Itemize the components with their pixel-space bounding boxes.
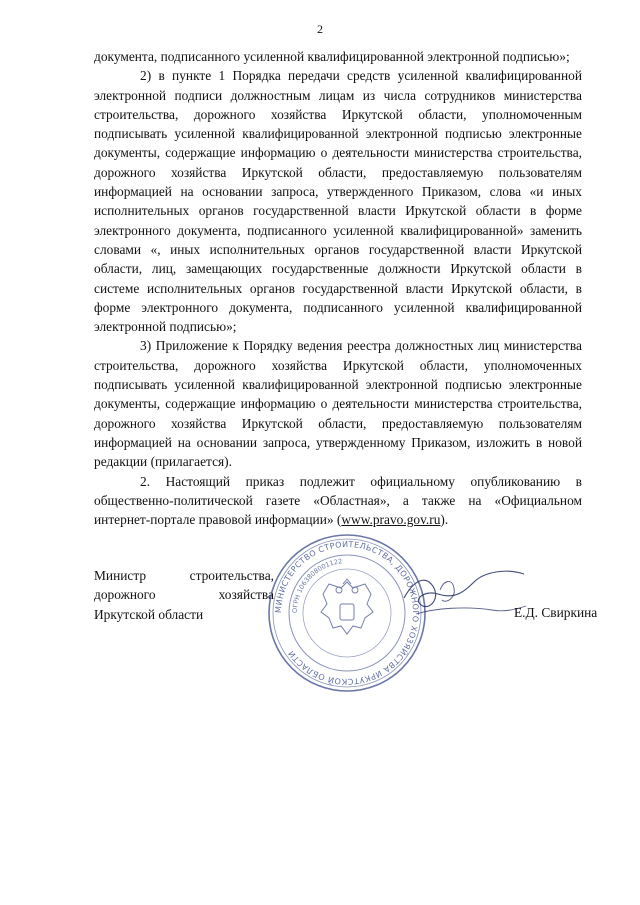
- page-number: 2: [317, 22, 323, 36]
- signatory-title-row-1: [94, 566, 274, 585]
- signatory-title-word-minister: Министр: [94, 568, 147, 583]
- signatory-title: [94, 566, 274, 624]
- signatory-title-row-2: [94, 585, 274, 604]
- signatory-title-word-construction: строительства,: [189, 568, 274, 583]
- pravo-link[interactable]: www.pravo.gov.ru: [341, 512, 441, 528]
- paragraph-item-2: 2) в пункте 1 Порядка передачи средств усиленной квалифицированной электронной подписи должностным лицам из числа сотрудников министерства строительства, дорожного хозяйства Иркутской области, уполномоченным подписывать усиленной квалифицированной электронной подписью электронные документы, содержащие информацию о деятельности министерства строительства, дорожного хозяйства Иркутской области, предоставляемую пользователям информацией на основании запроса, утвержденного Приказом, слова «и иных исполнительных органов государственной власти Иркутской области в форме электронного документа, подписанного усиленной квалифицированной» заменить словами «, иных исполнительных органов государственной власти Иркутской области, лиц, замещающих государственные должности Иркутской области в системе исполнительных органов государственной власти Иркутской области, в форме электронного документа, подписанного усиленной квалифицированной электронной подписью»;: [94, 68, 582, 335]
- publication-text: 2. Настоящий приказ подлежит официальному опубликованию в общественно-политической газете «Областная», а также на «Официальном интернет-портале правовой информации» (: [94, 473, 582, 528]
- coat-of-arms-icon: [321, 579, 373, 634]
- paragraph-publication: [94, 472, 582, 530]
- seal-outer-text: МИНИСТЕРСТВО СТРОИТЕЛЬСТВА, ДОРОЖНОГО ХОЗЯЙСТВА ИРКУТСКОЙ ОБЛАСТИ: [273, 539, 421, 687]
- publication-tail: ).: [440, 512, 449, 528]
- signatory-title-row-3: Иркутской области: [94, 606, 204, 622]
- seal-inner-text: ОГРН 1063808001122: [290, 557, 343, 614]
- signatory-title-word-economy: хозяйства: [218, 587, 274, 603]
- document-body: [94, 47, 582, 529]
- signatory-name: Е.Д. Свиркина: [514, 605, 598, 620]
- paragraph-continuation: документа, подписанного усиленной квалифицированной электронной подписью»;: [94, 49, 570, 64]
- signatory-title-word-road: дорожного: [94, 587, 156, 603]
- paragraph-item-3: 3) Приложение к Порядку ведения реестра должностных лиц министерства строительства, дорожного хозяйства Иркутской области, уполномоченных подписывать усиленной квалифицированной электронной подписью электронные документы, содержащие информацию о деятельности министерства строительства, дорожного хозяйства Иркутской области, предоставляемую пользователям информацией на основании запроса, утвержденному Приказом, изложить в новой редакции (прилагается).: [94, 338, 582, 470]
